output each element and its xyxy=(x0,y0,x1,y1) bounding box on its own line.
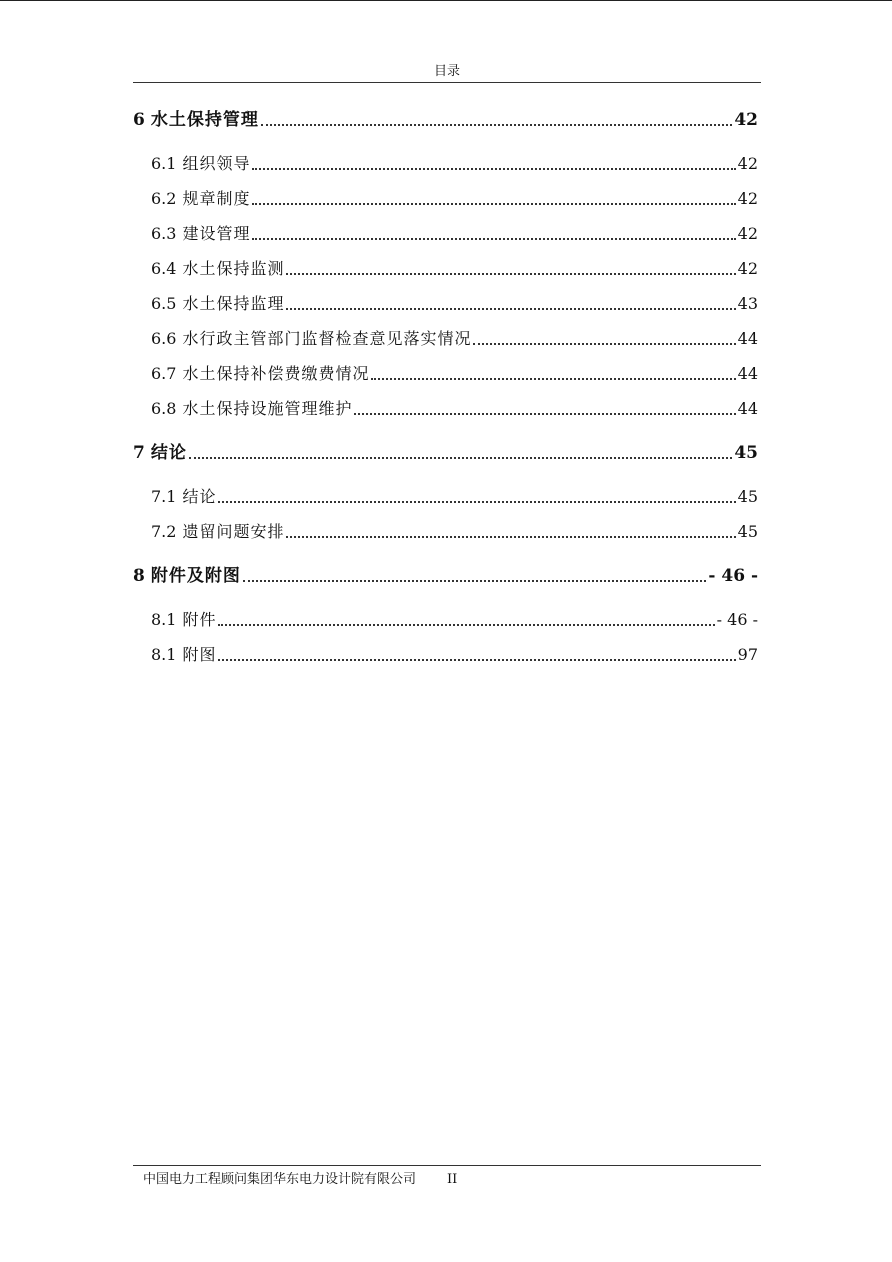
toc-entry-number: 6 xyxy=(133,110,145,130)
toc-entry-page: 43 xyxy=(737,294,758,313)
toc-dot-leader xyxy=(286,536,735,538)
toc-entry-6-8[interactable] xyxy=(133,397,758,419)
toc-dot-leader xyxy=(243,580,707,582)
toc-dot-leader xyxy=(189,457,732,459)
toc-entry-title: 结论 xyxy=(182,487,217,506)
toc-entry-7[interactable] xyxy=(133,441,758,463)
toc-entry-page: 45 xyxy=(737,487,758,506)
toc-entry-number: 6.6 xyxy=(151,329,177,348)
toc-entry-8-1-figures[interactable] xyxy=(133,643,758,665)
toc-entry-title: 规章制度 xyxy=(182,189,251,208)
header-title: 目录 xyxy=(433,64,460,79)
toc-entry-page: - 46 - xyxy=(716,610,758,629)
toc-entry-title: 水土保持监测 xyxy=(182,259,285,278)
toc-entry-page: 42 xyxy=(737,224,758,243)
footer-rule xyxy=(133,1165,761,1166)
toc-entry-7-2[interactable] xyxy=(133,520,758,542)
page-top-border xyxy=(0,0,892,1)
toc-entry-title: 附件 xyxy=(182,610,217,629)
footer-company-name: 中国电力工程顾问集团华东电力设计院有限公司 xyxy=(143,1172,417,1187)
footer-page-number: II xyxy=(447,1172,458,1187)
toc-dot-leader xyxy=(218,624,714,626)
toc-entry-title: 附图 xyxy=(182,645,217,664)
toc-entry-number: 6.3 xyxy=(151,224,177,243)
toc-entry-6-3[interactable] xyxy=(133,222,758,244)
toc-entry-number: 8.1 xyxy=(151,610,177,629)
toc-entry-number: 8.1 xyxy=(151,645,177,664)
toc-entry-page: 42 xyxy=(734,110,758,130)
toc-entry-number: 7 xyxy=(133,443,145,463)
toc-entry-page: - 46 - xyxy=(708,566,758,586)
header-rule xyxy=(133,82,761,83)
toc-entry-number: 7.1 xyxy=(151,487,177,506)
toc-entry-number: 6.1 xyxy=(151,154,177,173)
toc-entry-number: 6.2 xyxy=(151,189,177,208)
toc-entry-8[interactable] xyxy=(133,564,758,586)
toc-entry-page: 42 xyxy=(737,189,758,208)
toc-dot-leader xyxy=(286,308,735,310)
toc-entry-8-1-attachments[interactable] xyxy=(133,608,758,630)
toc-dot-leader xyxy=(371,378,735,380)
toc-entry-6-7[interactable] xyxy=(133,362,758,384)
toc-dot-leader xyxy=(286,273,735,275)
toc-entry-number: 6.4 xyxy=(151,259,177,278)
toc-entry-6-4[interactable] xyxy=(133,257,758,279)
toc-entry-number: 6.7 xyxy=(151,364,177,383)
toc-dot-leader xyxy=(218,659,735,661)
toc-entry-page: 44 xyxy=(737,399,758,418)
toc-entry-title: 水土保持补偿费缴费情况 xyxy=(182,364,370,383)
toc-dot-leader xyxy=(252,203,735,205)
toc-entry-page: 45 xyxy=(734,443,758,463)
toc-entry-number: 7.2 xyxy=(151,522,177,541)
toc-entry-title: 组织领导 xyxy=(182,154,251,173)
toc-entry-title: 结论 xyxy=(150,443,187,463)
toc-entry-page: 97 xyxy=(737,645,758,664)
toc-entry-6[interactable] xyxy=(133,108,758,130)
toc-entry-page: 44 xyxy=(737,364,758,383)
toc-entry-7-1[interactable] xyxy=(133,485,758,507)
toc-entry-page: 44 xyxy=(737,329,758,348)
toc-entry-number: 8 xyxy=(133,566,145,586)
toc-entry-page: 42 xyxy=(737,154,758,173)
toc-entry-page: 42 xyxy=(737,259,758,278)
toc-entry-title: 附件及附图 xyxy=(150,566,241,586)
toc-dot-leader xyxy=(218,501,735,503)
toc-entry-title: 建设管理 xyxy=(182,224,251,243)
toc-entry-6-5[interactable] xyxy=(133,292,758,314)
toc-entry-6-2[interactable] xyxy=(133,187,758,209)
toc-entry-title: 水土保持管理 xyxy=(150,110,259,130)
toc-dot-leader xyxy=(354,413,735,415)
toc-dot-leader xyxy=(252,238,735,240)
toc-dot-leader xyxy=(473,343,735,345)
toc-entry-title: 水土保持设施管理维护 xyxy=(182,399,353,418)
toc-dot-leader xyxy=(252,168,735,170)
toc-entry-title: 遗留问题安排 xyxy=(182,522,285,541)
toc-entry-number: 6.5 xyxy=(151,294,177,313)
toc-entry-title: 水行政主管部门监督检查意见落实情况 xyxy=(182,329,472,348)
toc-entry-title: 水土保持监理 xyxy=(182,294,285,313)
toc-entry-6-6[interactable] xyxy=(133,327,758,349)
toc-entry-number: 6.8 xyxy=(151,399,177,418)
toc-entry-page: 45 xyxy=(737,522,758,541)
toc-dot-leader xyxy=(261,124,732,126)
toc-entry-6-1[interactable] xyxy=(133,152,758,174)
